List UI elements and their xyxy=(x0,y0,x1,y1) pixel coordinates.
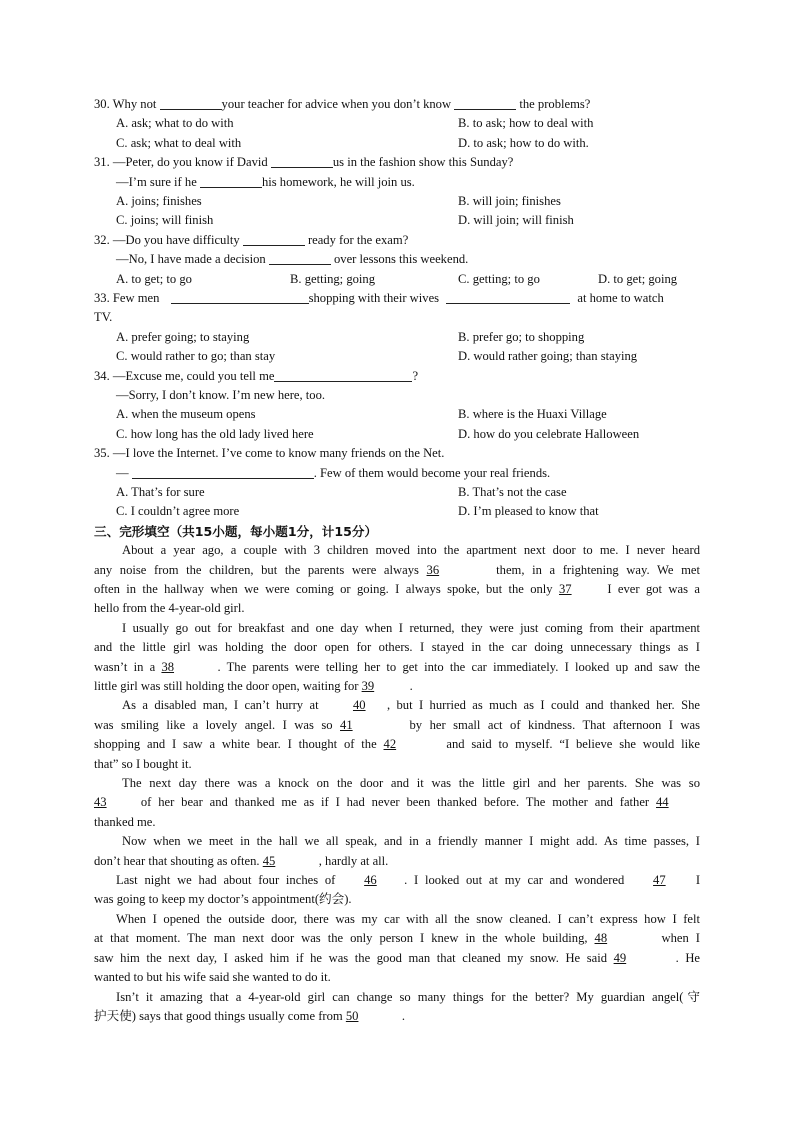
q31-line1-a: 31. —Peter, do you know if David xyxy=(94,155,268,170)
q30-stem-b: your teacher for advice when you don’t know xyxy=(221,97,452,111)
q30-option-c[interactable]: C. ask; what to deal with xyxy=(116,135,242,150)
q30-option-d[interactable]: D. to ask; how to do with. xyxy=(458,135,589,150)
blank-46[interactable]: 46 xyxy=(364,873,377,888)
blank-36[interactable]: 36 xyxy=(426,562,440,577)
blank-47[interactable]: 47 xyxy=(653,873,666,888)
q35-option-d[interactable]: D. I’m pleased to know that xyxy=(458,504,599,519)
p8-text-a: 护天使) says that good things usually come from xyxy=(94,1008,343,1023)
q34-option-c[interactable]: C. how long has the old lady lived here xyxy=(116,426,314,441)
q32-line-2 xyxy=(94,250,700,269)
p6-text-b: . I looked out at my car and wondered xyxy=(404,873,625,888)
q32-blank-1[interactable] xyxy=(243,231,305,246)
q32-option-c[interactable]: C. getting; to go xyxy=(458,271,540,286)
p3-line-3 xyxy=(94,735,700,754)
p2-text-d: . xyxy=(409,679,413,694)
question-34 xyxy=(94,367,700,386)
p2-line-2: and the little girl was holding the door open for others. I stayed in the car doing unnecessary things as I xyxy=(94,640,700,655)
p3-text-f: and said to myself. “I believe she would like xyxy=(446,737,701,752)
q33-option-b[interactable]: B. prefer go; to shopping xyxy=(458,329,585,344)
p2-line-1: I usually go out for breakfast and one day when I returned, they were just coming from their apartment xyxy=(122,620,700,635)
p4-line-2 xyxy=(94,793,700,812)
q34-option-d[interactable]: D. how do you celebrate Halloween xyxy=(458,426,640,441)
blank-39[interactable]: 39 xyxy=(361,679,375,694)
q31-option-a[interactable]: A. joins; finishes xyxy=(116,194,202,208)
q35-line2-a: — xyxy=(116,465,129,480)
q35-blank[interactable] xyxy=(132,464,314,479)
q33-options-row-2 xyxy=(94,347,700,366)
p7-line-4: wanted to but his wife said she wanted to do it. xyxy=(94,970,331,985)
q31-option-c[interactable]: C. joins; will finish xyxy=(116,213,214,228)
q32-option-d[interactable]: D. to get; going xyxy=(598,271,678,286)
question-30 xyxy=(94,95,700,114)
q34-options-row-1 xyxy=(94,405,700,424)
q34-line-2: —Sorry, I don’t know. I’m new here, too. xyxy=(116,387,326,402)
p3-line-4: that” so I bought it. xyxy=(94,756,192,771)
q31-options-row-2 xyxy=(94,211,700,230)
p3-text-c: was smiling like a lovely angel. I was so xyxy=(94,717,333,732)
blank-48[interactable]: 48 xyxy=(594,931,608,946)
q32-line2-a: —No, I have made a decision xyxy=(116,252,266,267)
q30-stem-c: the problems? xyxy=(519,97,591,111)
p7-text-a: at that moment. The man next door was the only person I knew in the whole building, xyxy=(94,931,588,946)
p5-line-1: Now when we meet in the hall we all speak, and in a friendly manner I might add. As time passes, I xyxy=(122,834,700,849)
q31-blank-2[interactable] xyxy=(200,173,262,188)
q34-blank[interactable] xyxy=(274,367,412,382)
blank-40[interactable]: 40 xyxy=(352,698,366,713)
p1-text-c: often in the hallway when we were coming or going. I always spoke, but the only xyxy=(94,581,553,596)
p1-text-b: them, in a frightening way. We met xyxy=(496,562,700,577)
paragraph-3 xyxy=(94,696,700,774)
q31-blank-1[interactable] xyxy=(271,153,333,168)
q32-line2-b: over lessons this weekend. xyxy=(334,252,469,267)
p8-line-2 xyxy=(94,1007,700,1026)
blank-37[interactable]: 37 xyxy=(558,581,572,596)
p3-line-2 xyxy=(94,716,700,735)
q32-line1-b: ready for the exam? xyxy=(307,232,409,247)
p1-line-4: hello from the 4-year-old girl. xyxy=(94,601,245,616)
q35-option-a[interactable]: A. That’s for sure xyxy=(116,484,205,499)
q32-blank-2[interactable] xyxy=(269,250,331,265)
blank-38[interactable]: 38 xyxy=(161,659,175,674)
q30-option-a[interactable]: A. ask; what to do with xyxy=(116,116,234,131)
p1-line-1: About a year ago, a couple with 3 children moved into the apartment next door to me. I never heard xyxy=(122,543,700,558)
p7-line-3 xyxy=(94,949,700,968)
p3-text-a: As a disabled man, I can’t hurry at xyxy=(122,698,319,713)
p1-line-3 xyxy=(94,580,700,599)
q32-line1-a: 32. —Do you have difficulty xyxy=(94,232,240,247)
p8-line-1: Isn’t it amazing that a 4-year-old girl can change so many things for the better? My guardian angel(守 xyxy=(116,989,700,1004)
blank-44[interactable]: 44 xyxy=(656,795,669,810)
p5-line-2 xyxy=(94,852,700,871)
paragraph-4 xyxy=(94,774,700,832)
q31-options-row-1 xyxy=(94,192,700,211)
exam-page xyxy=(94,95,700,1026)
q30-options-row-1 xyxy=(94,114,700,133)
p7-line-2 xyxy=(94,929,700,948)
q30-stem-a: 30. Why not xyxy=(94,97,157,111)
q31-option-d[interactable]: D. will join; will finish xyxy=(458,213,574,228)
paragraph-2 xyxy=(94,619,700,697)
blank-42[interactable]: 42 xyxy=(383,737,397,752)
p1-text-a: any noise from the children, but the parents were always xyxy=(94,562,419,577)
q33-blank-2[interactable] xyxy=(446,289,570,304)
p3-line-1 xyxy=(94,696,700,715)
q33-line1-a: 33. Few men xyxy=(94,290,160,305)
q31-option-b[interactable]: B. will join; finishes xyxy=(458,194,561,208)
p3-text-b: , but I hurried as much as I could and thanked her. She xyxy=(386,698,700,713)
q31-line1-b: us in the fashion show this Sunday? xyxy=(332,155,514,170)
p7-line-1: When I opened the outside door, there was my car with all the snow cleaned. I can’t express how I felt xyxy=(116,911,700,926)
q32-option-a[interactable]: A. to get; to go xyxy=(116,271,192,286)
question-33 xyxy=(94,289,700,308)
p2-text-a: wasn’t in a xyxy=(94,659,156,674)
question-35: 35. —I love the Internet. I’ve come to know many friends on the Net. xyxy=(94,446,445,461)
q34-option-b[interactable]: B. where is the Huaxi Village xyxy=(458,407,607,422)
paragraph-5 xyxy=(94,832,700,871)
p2-line-4 xyxy=(94,677,700,696)
q33-blank-1[interactable] xyxy=(171,289,309,304)
question-32 xyxy=(94,231,700,250)
p4-text-a: of her bear and thanked me as if I had never been thanked before. The mother and father xyxy=(140,795,650,810)
section-3-heading: 三、完形填空（共15小题，每小题1分，计15分） xyxy=(94,523,378,539)
blank-45[interactable]: 45 xyxy=(262,853,276,868)
blank-43[interactable]: 43 xyxy=(94,795,107,810)
q30-blank-2[interactable] xyxy=(454,95,516,110)
q30-blank-1[interactable] xyxy=(160,95,222,110)
q35-line-2 xyxy=(94,464,700,483)
q35-options-row-1 xyxy=(94,483,700,502)
paragraph-6 xyxy=(94,871,700,910)
p1-line-2 xyxy=(94,561,700,580)
q32-options-row xyxy=(94,270,700,289)
p6-line-2: was going to keep my doctor’s appointment(约会). xyxy=(94,892,352,907)
q31-line2-b: his homework, he will join us. xyxy=(261,174,415,189)
p6-text-a: Last night we had about four inches of xyxy=(116,873,336,888)
q32-option-b[interactable]: B. getting; going xyxy=(290,271,376,286)
q31-line-2 xyxy=(94,173,700,192)
blank-50[interactable]: 50 xyxy=(345,1008,359,1023)
p5-text-a: don’t hear that shouting as often. xyxy=(94,853,260,868)
q34-options-row-2 xyxy=(94,425,700,444)
q33-options-row-1 xyxy=(94,328,700,347)
q30-option-b[interactable]: B. to ask; how to deal with xyxy=(458,116,594,131)
paragraph-8 xyxy=(94,988,700,1027)
q34-line1-a: 34. —Excuse me, could you tell me xyxy=(94,368,275,383)
p2-line-3 xyxy=(94,658,700,677)
q34-line1-b: ? xyxy=(412,368,419,383)
q33-option-a[interactable]: A. prefer going; to staying xyxy=(116,329,250,344)
q33-line-2: TV. xyxy=(94,310,113,325)
paragraph-1 xyxy=(94,541,700,619)
q35-option-b[interactable]: B. That’s not the case xyxy=(458,484,567,499)
q35-option-c[interactable]: C. I couldn’t agree more xyxy=(116,504,240,519)
q33-line1-c: at home to watch xyxy=(577,290,664,305)
p6-text-c: I xyxy=(695,873,701,888)
q33-option-c[interactable]: C. would rather to go; than stay xyxy=(116,349,276,364)
p6-line-1 xyxy=(94,871,700,890)
p5-text-b: , hardly at all. xyxy=(318,853,389,868)
p7-text-d: . He xyxy=(675,950,701,965)
p4-line-1: The next day there was a knock on the door and it was the little girl and her parents. She was so xyxy=(122,776,700,791)
p4-line-3: thanked me. xyxy=(94,814,156,829)
q35-options-row-2 xyxy=(94,502,700,521)
q34-option-a[interactable]: A. when the museum opens xyxy=(116,407,256,422)
p3-text-e: shopping and I saw a white bear. I thought of the xyxy=(94,737,377,752)
p3-text-d: by her small act of kindness. That afternoon I was xyxy=(409,717,701,732)
q33-option-d[interactable]: D. would rather going; than staying xyxy=(458,349,638,364)
p2-text-b: . The parents were telling her to get into the car immediately. I looked up and saw the xyxy=(217,659,700,674)
q33-line1-b: shopping with their wives xyxy=(308,290,440,305)
p7-text-b: when I xyxy=(661,931,700,946)
p7-text-c: saw him the next day, I asked him if he was the good man that cleaned my snow. He said xyxy=(94,950,607,965)
cloze-passage xyxy=(94,541,700,1026)
blank-41[interactable]: 41 xyxy=(340,717,353,732)
p1-text-d: I ever got was a xyxy=(607,581,700,596)
blank-49[interactable]: 49 xyxy=(613,950,627,965)
paragraph-7 xyxy=(94,910,700,988)
p8-text-b: . xyxy=(401,1008,406,1023)
q30-options-row-2 xyxy=(94,134,700,153)
q31-line2-a: —I’m sure if he xyxy=(116,174,197,189)
question-31 xyxy=(94,153,700,172)
q35-line2-b: . Few of them would become your real friends. xyxy=(313,465,551,480)
p2-text-c: little girl was still holding the door open, waiting for xyxy=(94,679,359,694)
